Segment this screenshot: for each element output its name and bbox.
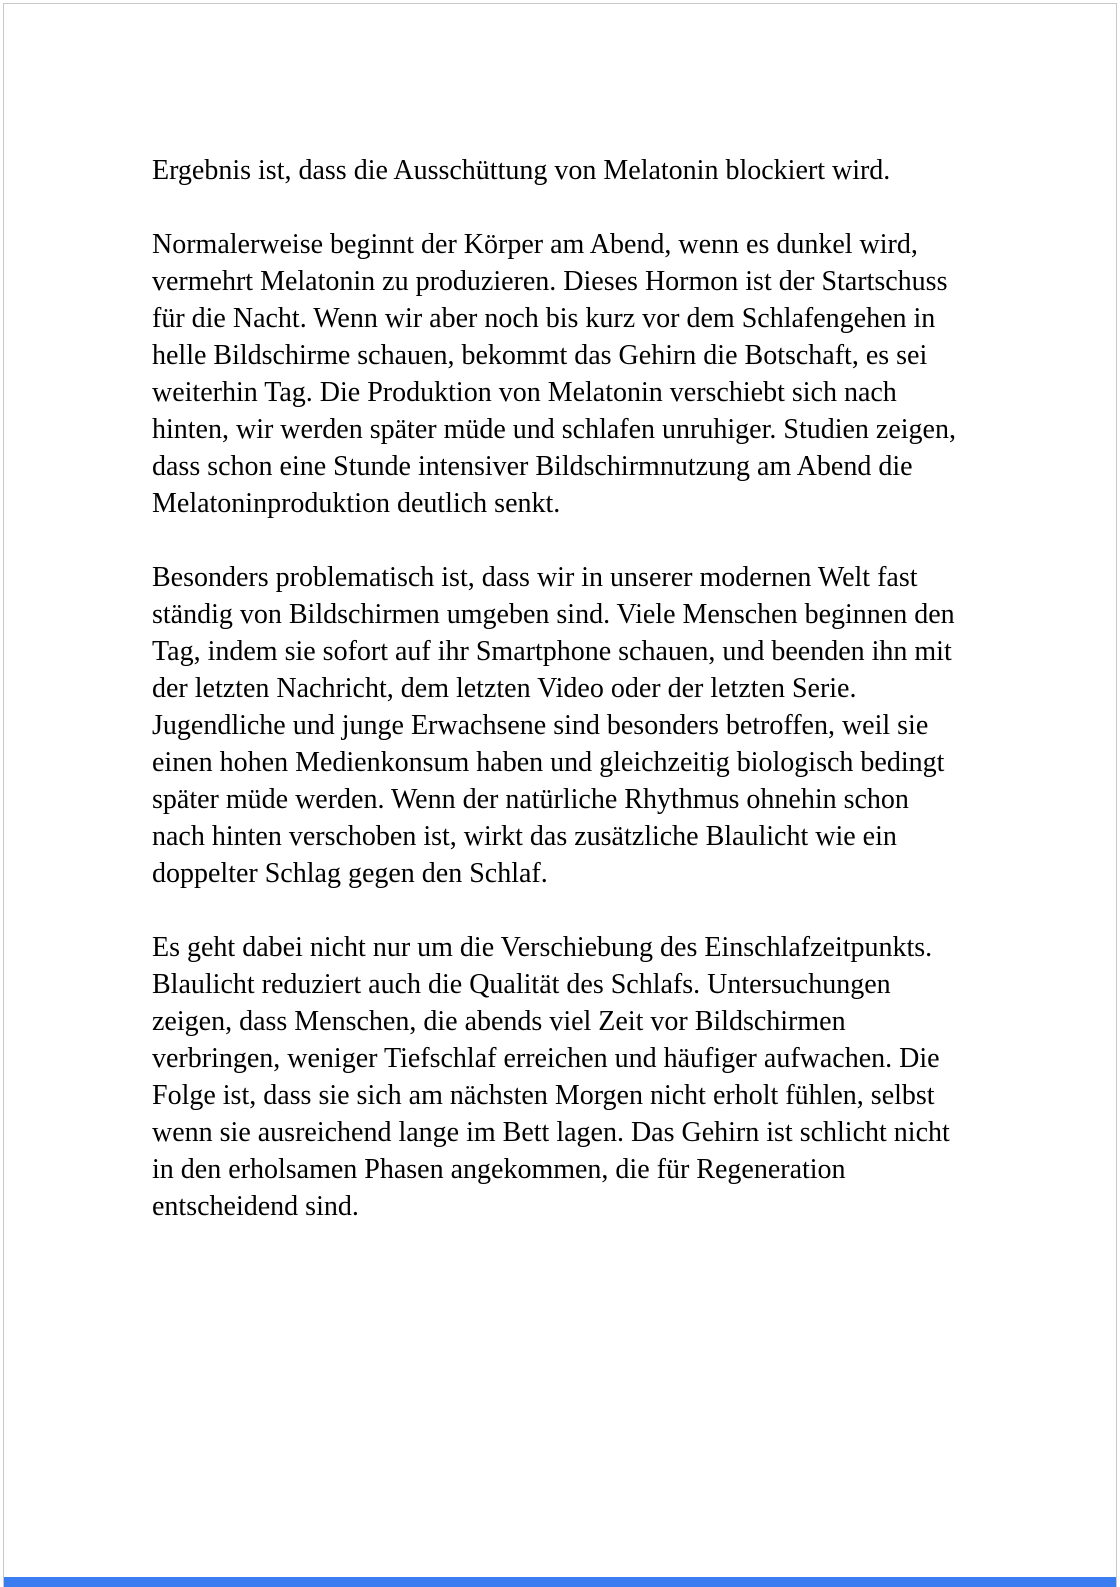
paragraph: Normalerweise beginnt der Körper am Abend, wenn es dunkel wird, vermehrt Melatonin zu produzieren. Dieses Hormon ist der Startschuss für die Nacht. Wenn wir aber noch bis kurz vor dem Schlafengehen in helle Bildschirme schauen, bekommt das Gehirn die Botschaft, es sei weiterhin Tag. Die Produktion von Melatonin verschiebt sich nach hinten, wir werden später müde und schlafen unruhiger. Studien zeigen, dass schon eine Stunde intensiver Bildschirmnutzung am Abend die Melatoninproduktion deutlich senkt. (152, 229, 956, 519)
paragraph: Besonders problematisch ist, dass wir in unserer modernen Welt fast ständig von Bildschirmen umgeben sind. Viele Menschen beginnen den Tag, indem sie sofort auf ihr Smartphone schauen, und beenden ihn mit der letzten Nachricht, dem letzten Video oder der letzten Serie. Jugendliche und junge Erwachsene sind besonders betroffen, weil sie einen hohen Medienkonsum haben und gleichzeitig biologisch bedingt später müde werden. Wenn der natürliche Rhythmus ohnehin schon nach hinten verschoben ist, wirkt das zusätzliche Blaulicht wie ein doppelter Schlag gegen den Schlaf. (152, 562, 955, 889)
document-text-body (152, 152, 967, 1262)
bottom-accent-bar (4, 1577, 1116, 1587)
document-page (3, 3, 1117, 1587)
paragraph: Ergebnis ist, dass die Ausschüttung von Melatonin blockiert wird. (152, 155, 891, 186)
paragraph: Es geht dabei nicht nur um die Verschiebung des Einschlafzeitpunkts. Blaulicht reduziert auch die Qualität des Schlafs. Untersuchungen zeigen, dass Menschen, die abends viel Zeit vor Bildschirmen verbringen, weniger Tiefschlaf erreichen und häufiger aufwachen. Die Folge ist, dass sie sich am nächsten Morgen nicht erholt fühlen, selbst wenn sie ausreichend lange im Bett lagen. Das Gehirn ist schlicht nicht in den erholsamen Phasen angekommen, die für Regeneration entscheidend sind. (152, 932, 950, 1222)
